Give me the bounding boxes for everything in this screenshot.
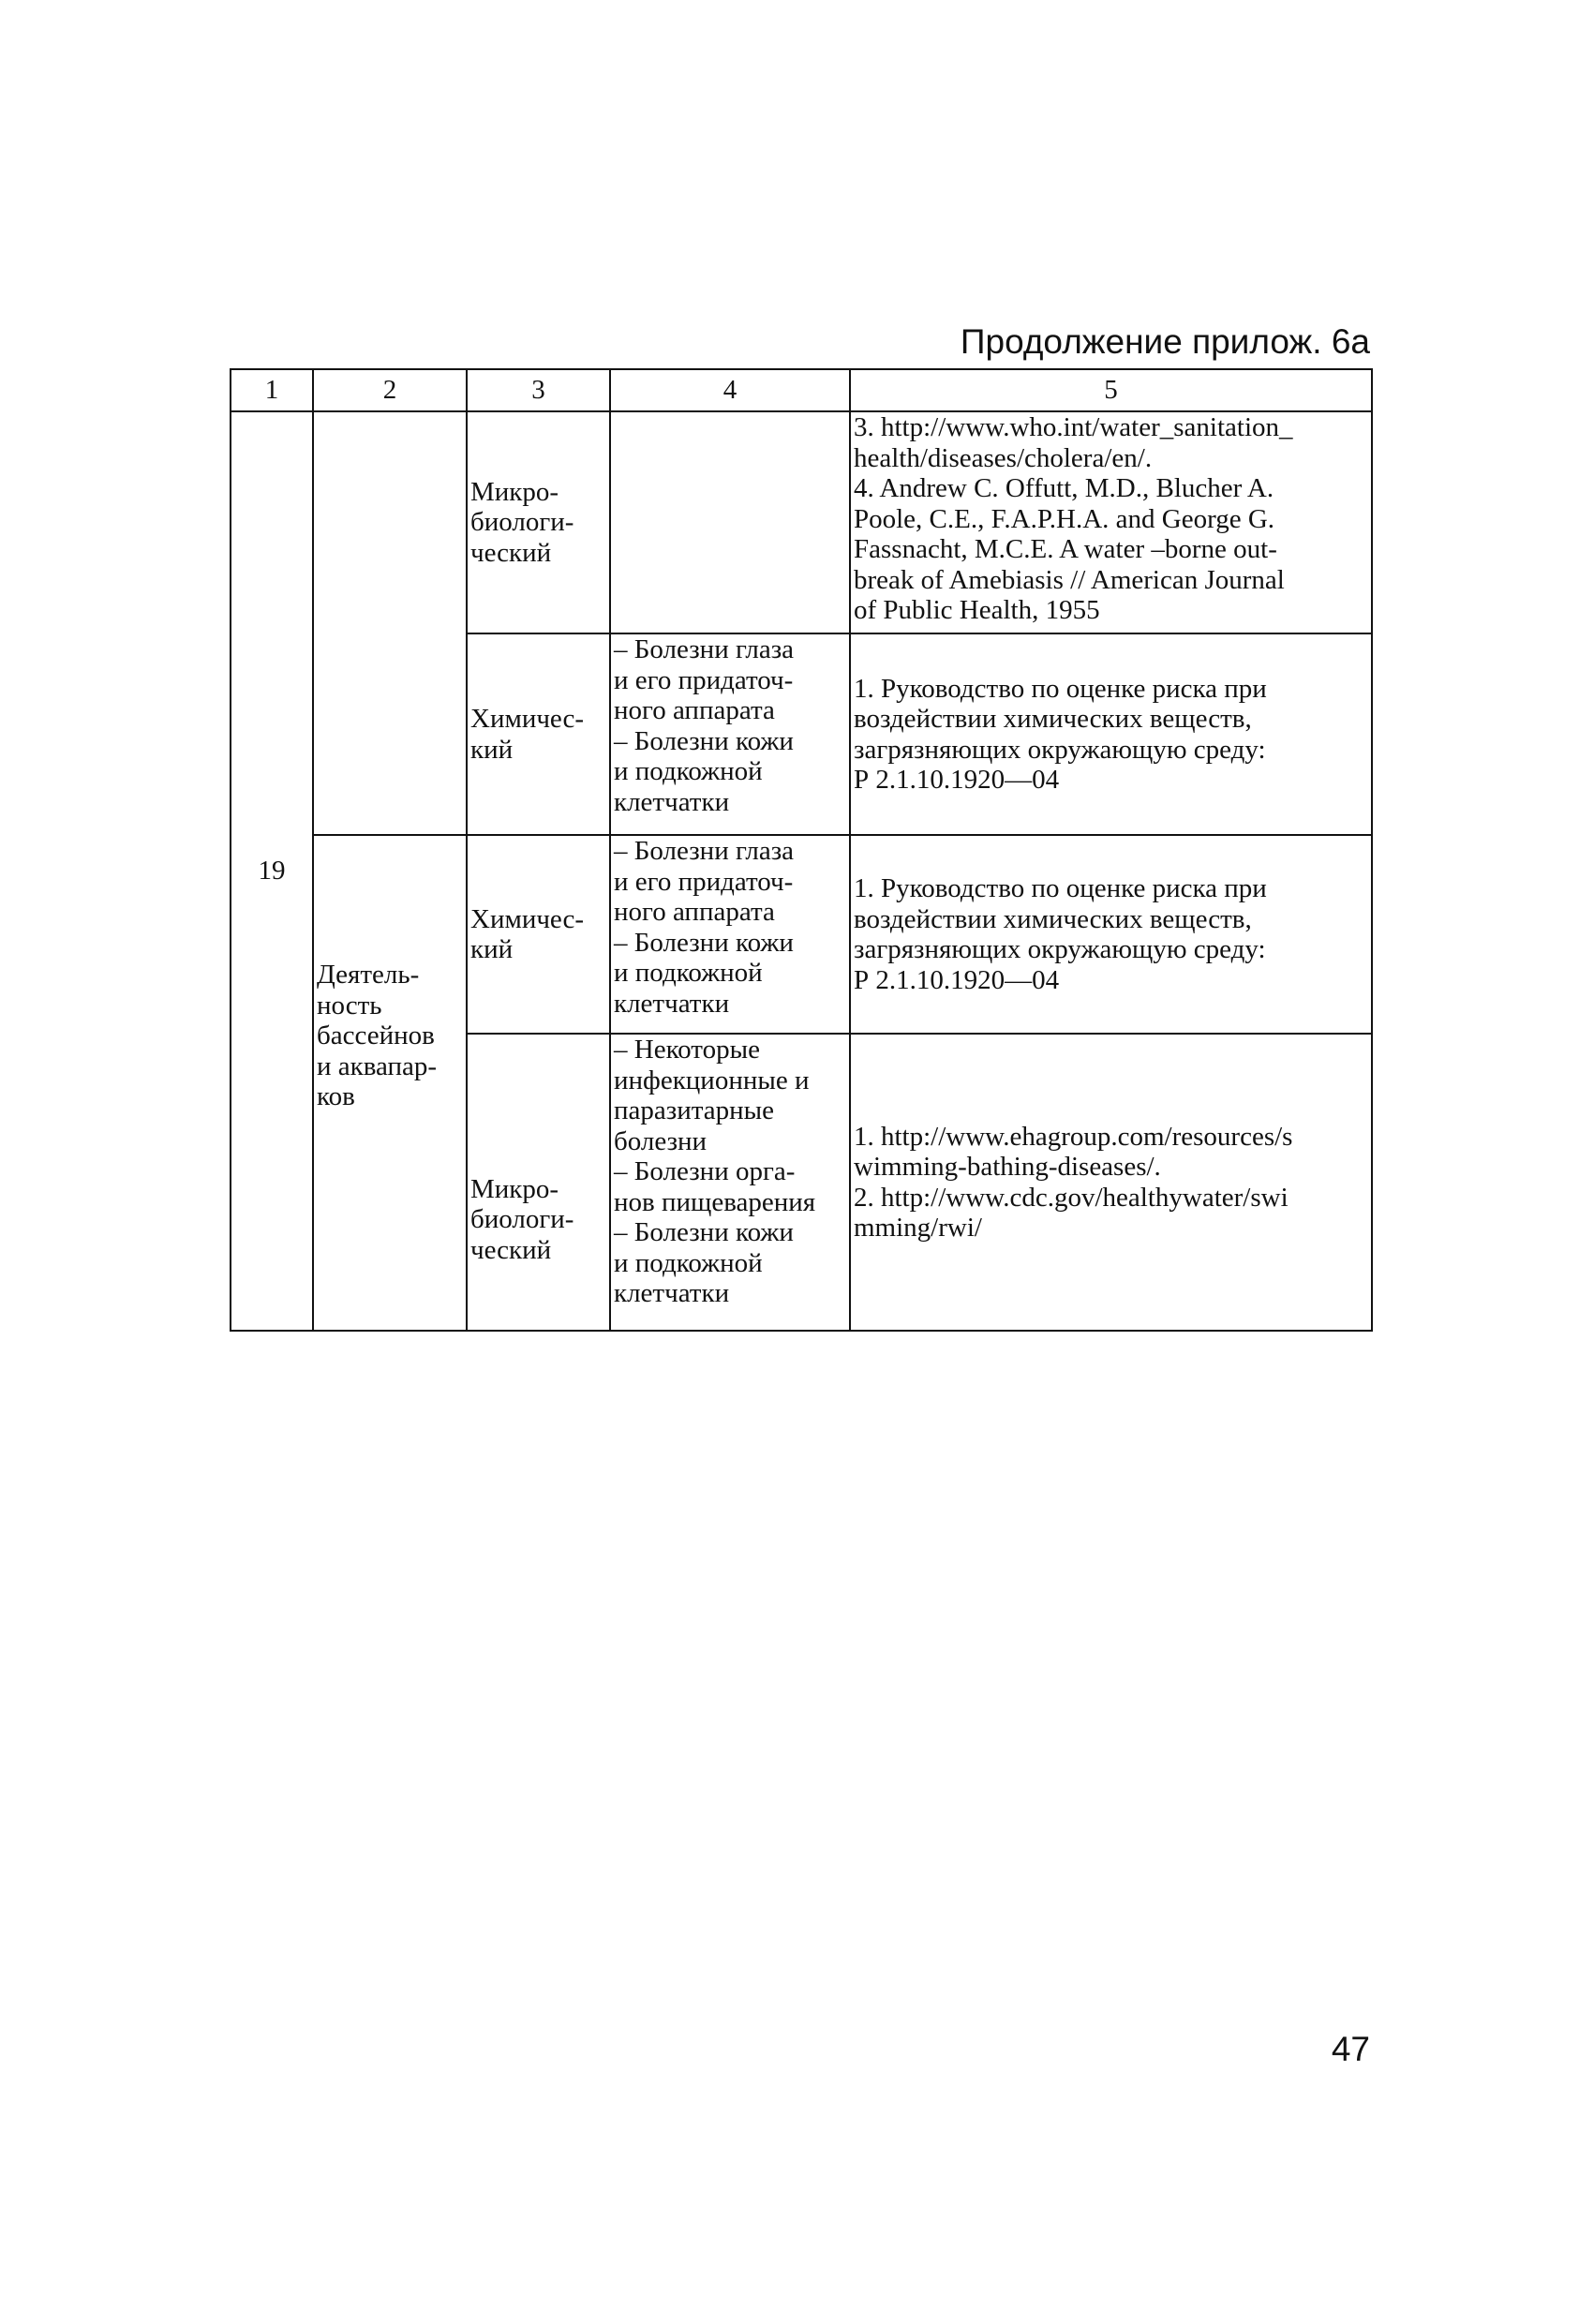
diseases-cell bbox=[610, 633, 850, 835]
sources-cell bbox=[850, 411, 1372, 633]
disease-item: – Болезни кожи и подкожной клетчатки bbox=[614, 725, 794, 817]
sources-cell bbox=[850, 633, 1372, 835]
source-item: 2. http://www.cdc.gov/healthywater/swi mming/rwi/ bbox=[854, 1182, 1289, 1243]
sources-cell bbox=[850, 1034, 1372, 1331]
row-number-cell bbox=[231, 411, 313, 1331]
source-item: 1. http://www.ehagroup.com/resources/s wimming-bathing-diseases/. bbox=[854, 1121, 1293, 1182]
diseases-cell bbox=[610, 835, 850, 1034]
table-row bbox=[231, 835, 1372, 1034]
diseases-cell bbox=[610, 1034, 850, 1331]
page-number: 47 bbox=[1331, 2030, 1370, 2068]
diseases-cell bbox=[610, 411, 850, 633]
source-item: 1. Руководство по оценке риска при воздействии химических веществ, загрязняющих окружающую среду: Р 2.1.10.1920—04 bbox=[854, 673, 1267, 795]
column-header: 3 bbox=[467, 369, 610, 411]
source-item: 3. http://www.who.int/water_sanitation_ health/diseases/cholera/en/. bbox=[854, 412, 1293, 473]
factor-text: Микро- биологи- ческий bbox=[470, 476, 574, 568]
factor-cell bbox=[467, 1034, 610, 1331]
table-header-row bbox=[231, 369, 1372, 411]
continuation-label: Продолжение прилож. 6а bbox=[960, 322, 1370, 361]
disease-item: – Болезни глаза и его придаточ- ного аппарата bbox=[614, 634, 795, 725]
sources-cell bbox=[850, 835, 1372, 1034]
row-number: 19 bbox=[258, 856, 286, 886]
diseases-table bbox=[230, 368, 1373, 1332]
column-header: 2 bbox=[313, 369, 467, 411]
factor-cell bbox=[467, 411, 610, 633]
disease-item: – Некоторые инфекционные и паразитарные болезни bbox=[614, 1035, 810, 1156]
table-row bbox=[231, 411, 1372, 633]
disease-item: – Болезни глаза и его придаточ- ного аппарата bbox=[614, 836, 795, 927]
source-item: 1. Руководство по оценке риска при воздействии химических веществ, загрязняющих окружающую среду: Р 2.1.10.1920—04 bbox=[854, 873, 1267, 995]
source-item: 4. Andrew C. Offutt, M.D., Blucher A. Poole, C.E., F.A.P.H.A. and George G. Fassnacht, M.C.E. A water –borne out- break of Amebiasis // American Journal of Public Health, 1955 bbox=[854, 473, 1285, 625]
column-header: 1 bbox=[231, 369, 313, 411]
disease-item: – Болезни кожи и подкожной клетчатки bbox=[614, 927, 794, 1019]
disease-item: – Болезни орга- нов пищеварения bbox=[614, 1156, 816, 1217]
factor-text: Химичес- кий bbox=[470, 704, 585, 765]
factor-text: Химичес- кий bbox=[470, 903, 585, 964]
factor-cell bbox=[467, 835, 610, 1034]
activity-cell: Деятель- ность бассейнов и аквапар- ков bbox=[313, 835, 467, 1331]
column-header: 4 bbox=[610, 369, 850, 411]
factor-text: Микро- биологи- ческий bbox=[470, 1173, 574, 1265]
factor-cell bbox=[467, 633, 610, 835]
column-header: 5 bbox=[850, 369, 1372, 411]
disease-item: – Болезни кожи и подкожной клетчатки bbox=[614, 1217, 794, 1308]
activity-cell-empty bbox=[313, 411, 467, 835]
